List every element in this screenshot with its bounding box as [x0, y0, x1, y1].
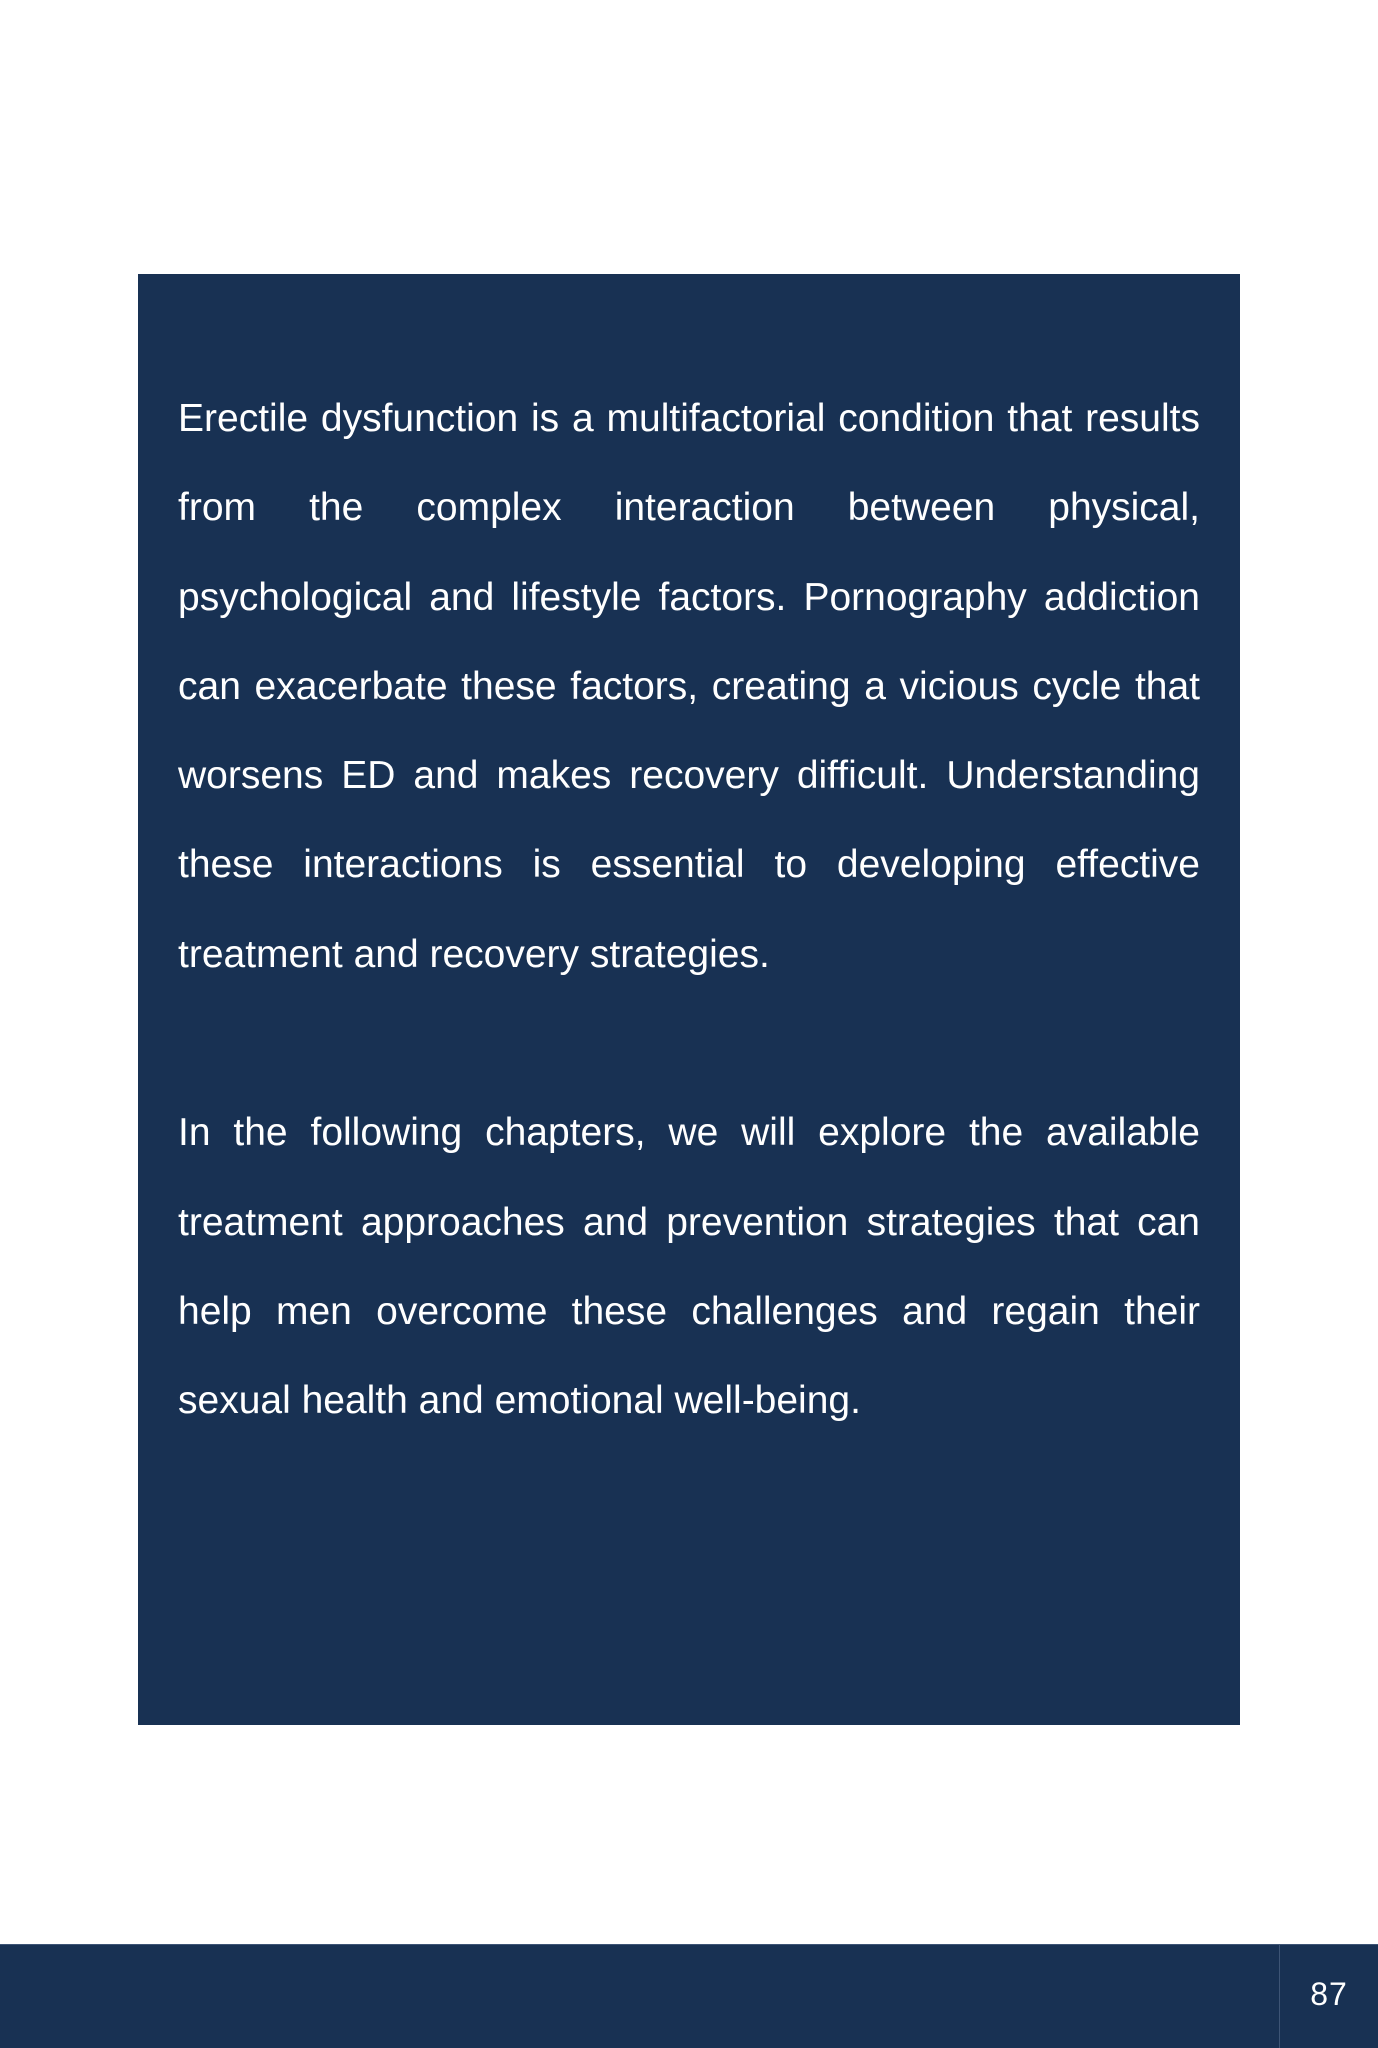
paragraph-intro: Erectile dysfunction is a multifactorial condition that results from the complex interaction between physical, psychological and lifestyle factors. Pornography addiction can exacerbate these factors, creating a vicious cycle that worsens ED and makes recovery difficult. Understanding these interactions is essential to developing effective treatment and recovery strategies.	[178, 397, 1200, 976]
text-panel	[138, 274, 1240, 1725]
page-footer	[0, 1944, 1378, 2048]
page-number-box	[1279, 1945, 1378, 2048]
page-number: 87	[1310, 1976, 1348, 2012]
paragraph-following-chapters: In the following chapters, we will explore the available treatment approaches and prevention strategies that can help men overcome these challenges and regain their sexual health and emotional well-being.	[178, 1111, 1200, 1423]
